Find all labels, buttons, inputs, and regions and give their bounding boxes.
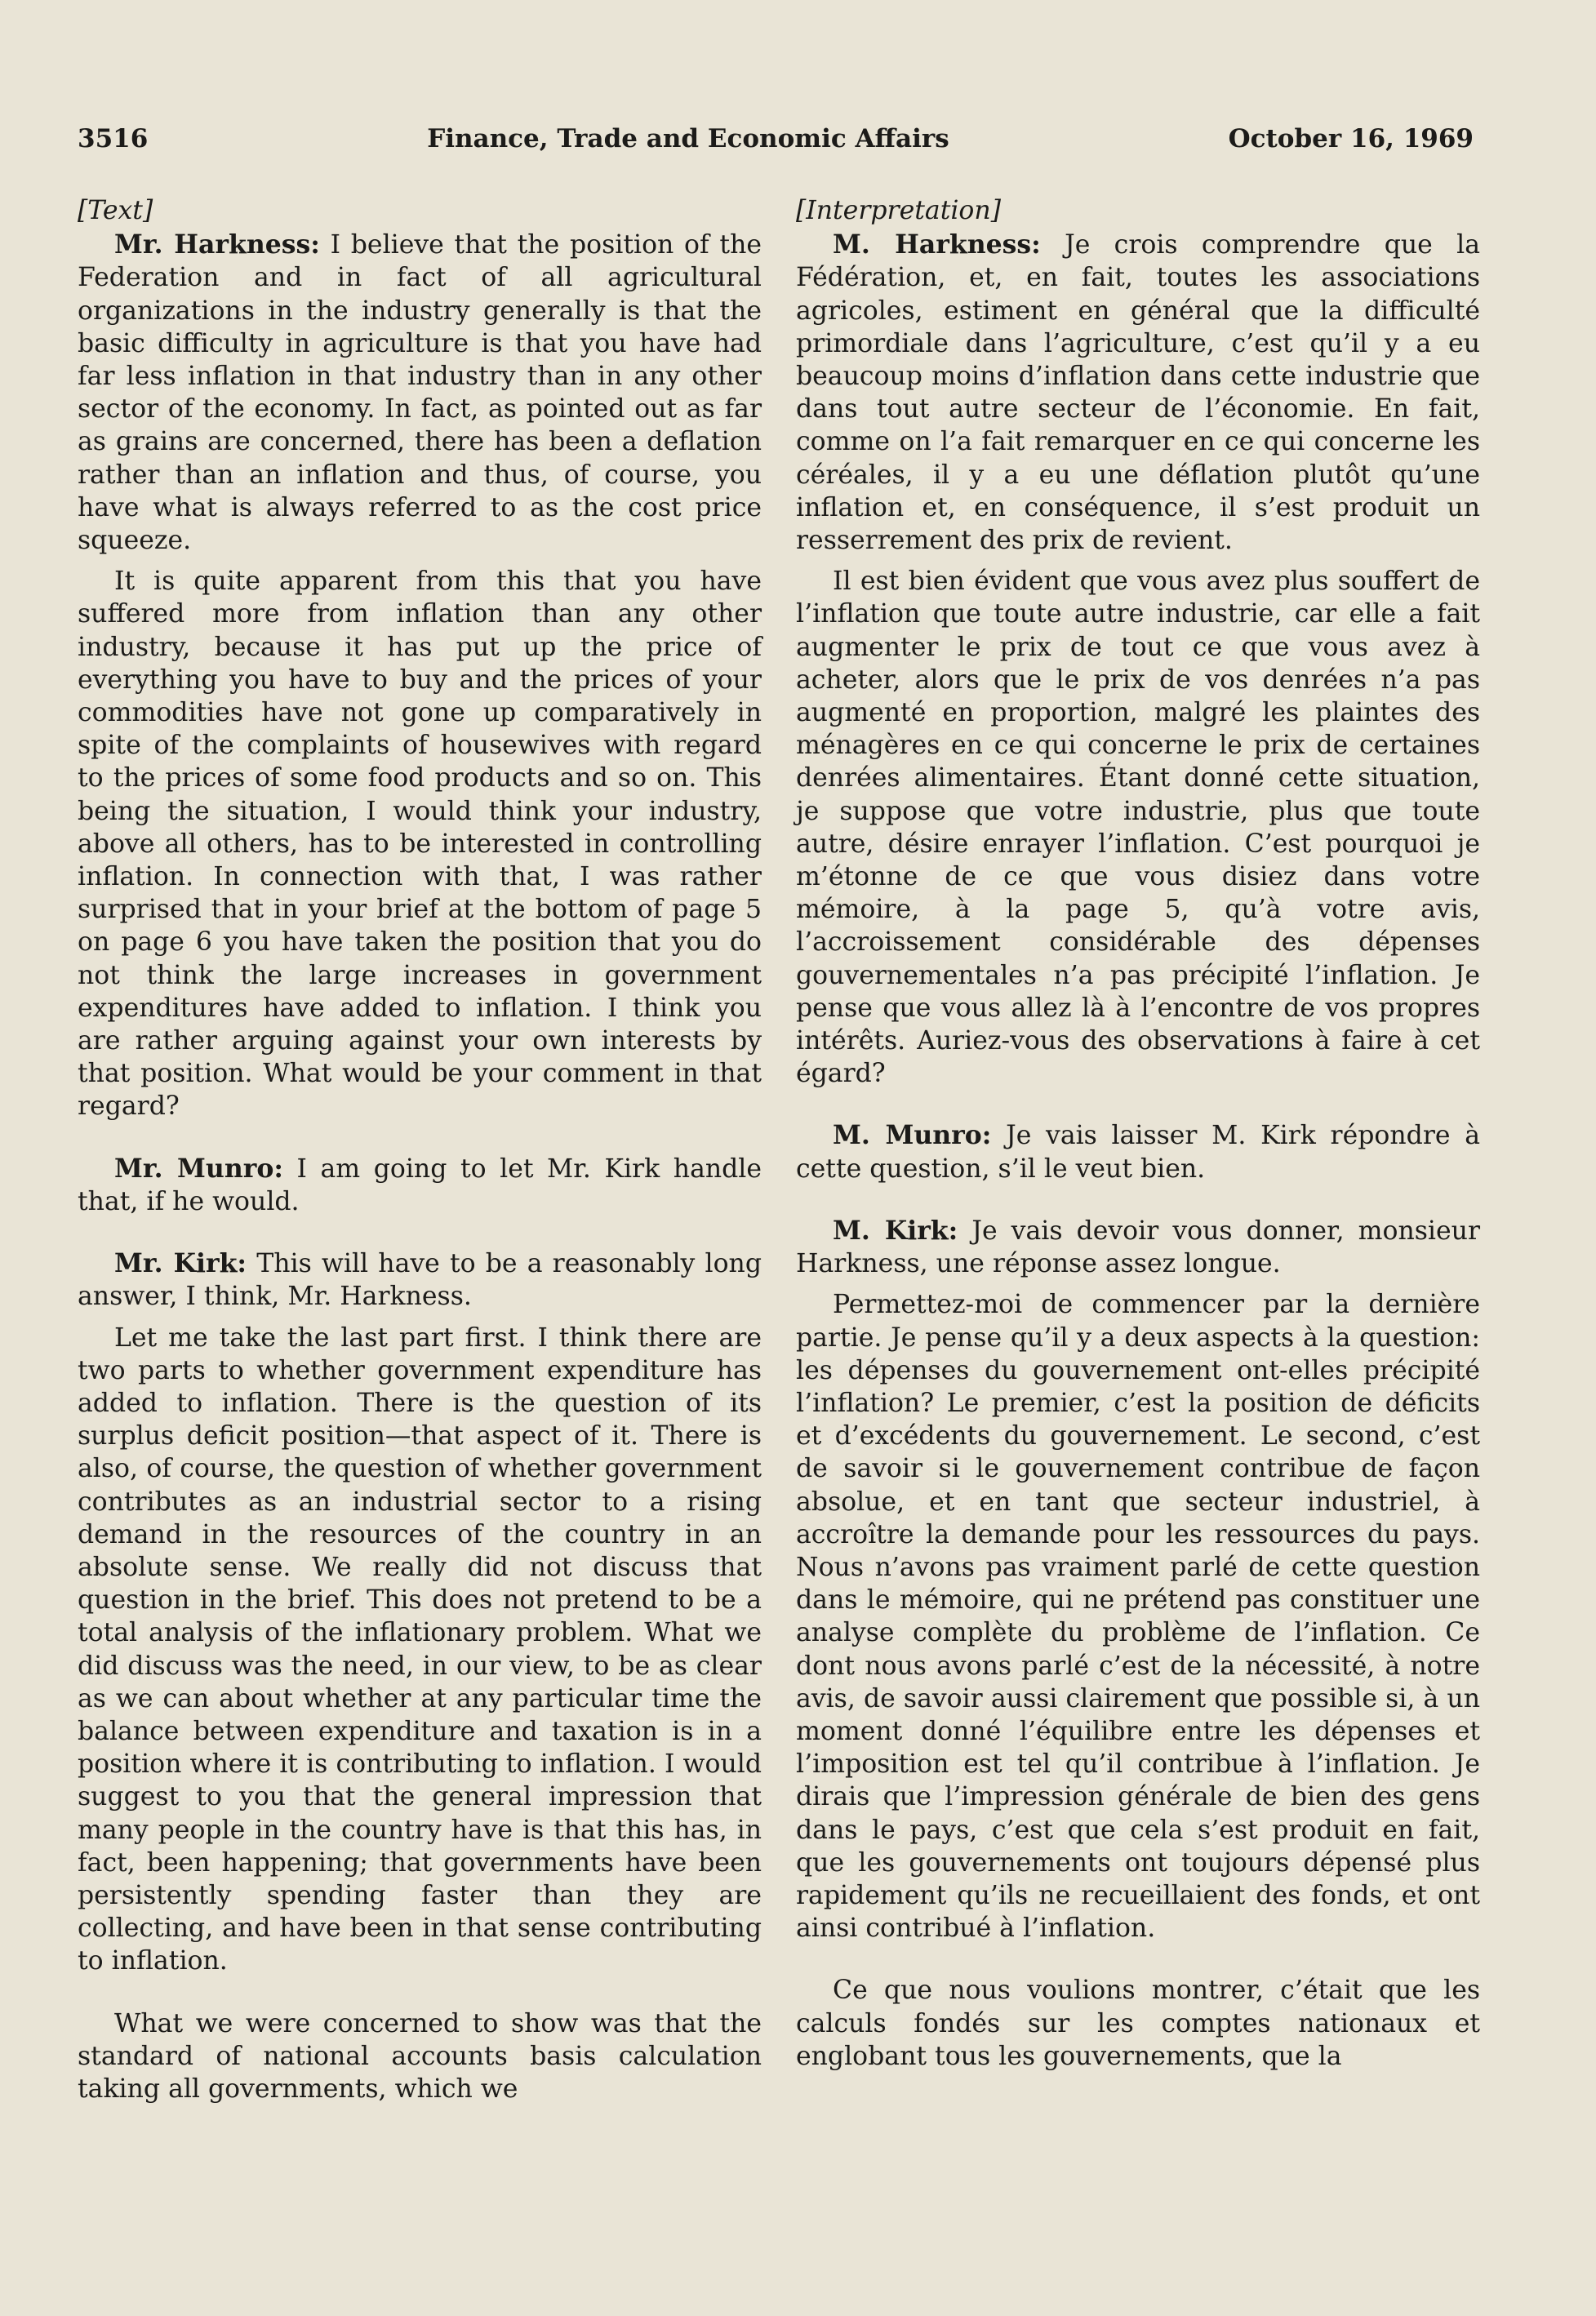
paragraph: What we were concerned to show was that the standard of national accounts basis calculation taking all governments, which we	[78, 2008, 762, 2104]
english-column	[78, 194, 762, 2105]
text-label: [Text]	[78, 196, 153, 225]
paragraph: It is quite apparent from this that you have suffered more from inflation than any other industry, because it has put up the price of everything you have to buy and the prices of your commodities have not gone up comparatively in spite of the complaints of housewives with regard to the prices of some food products and so on. This being the situation, I would think your industry, above all others, has to be interested in controlling inflation. In connection with that, I was rather surprised that in your brief at the bottom of page 5 on page 6 you have taken the position that you do not think the large increases in government expenditures have added to inflation. I think you are rather arguing against your own interests by that position. What would be your comment in that regard?	[78, 567, 762, 1122]
paragraph: Il est bien évident que vous avez plus souffert de l’inflation que toute autre industrie, car elle a fait augmenter le prix de tout ce que vous avez à acheter, alors que le prix de vos denrées n’a pas augmenté en proportion, malgré les plaintes des ménagères en ce qui concerne le prix de certaines denrées alimentaires. Étant donné cette situation, je suppose que votre industrie, plus que toute autre, désire enrayer l’inflation. C’est pourquoi je m’étonne de ce que vous disiez dans votre mémoire, à la page 5, qu’à votre avis, l’accroissement considérable des dépenses gouvernementales n’a pas précipité l’inflation. Je pense que vous allez là à l’encontre de vos propres intérêts. Auriez-vous des observations à faire à cet égard?	[796, 567, 1480, 1089]
speaker-name: M. Harkness:	[833, 229, 1041, 260]
paragraph: Let me take the last part first. I think there are two parts to whether government expenditure has added to inflation. There is the question of its surplus deficit position—that aspect of it. There is also, of course, the question of whether government contributes as an industrial sector to a rising demand in the resources of the country in an absolute sense. We really did not discuss that question in the brief. This does not pretend to be a total analysis of the inflationary problem. What we did discuss was the need, in our view, to be as clear as we can about whether at any particular time the balance between expenditure and taxation is in a position where it is contributing to inflation. I would suggest to you that the general impression that many people in the country have is that this has, in fact, been happening; that governments have been persistently spending faster than they are collecting, and have been in that sense contributing to inflation.	[78, 1322, 762, 1976]
page-number: 3516	[78, 124, 149, 153]
paragraph-harkness: M. Harkness: Je crois comprendre que la Fédération, et, en fait, toutes les associations agricoles, estiment en général que la difficulté primordiale dans l’agriculture, c’est qu’il y a eu beaucoup moins d’inflation dans cette industrie que dans tout autre secteur de l’économie. En fait, comme on l’a fait remarquer en ce qui concerne les céréales, il y a eu une déflation plutôt qu’une inflation et, en conséquence, il s’est produit un resserrement des prix de revient.	[796, 229, 1480, 556]
page-date: October 16, 1969	[1228, 124, 1474, 153]
paragraph: Permettez-moi de commencer par la dernière partie. Je pense qu’il y a deux aspects à la question: les dépenses du gouvernement ont-elles précipité l’inflation? Le premier, c’est la position de déficits et d’excédents du gouvernement. Le second, c’est de savoir si le gouvernement contribue de façon absolue, et en tant que secteur industriel, à accroître la demande pour les ressources du pays. Nous n’avons pas vraiment parlé de cette question dans le mémoire, qui ne prétend pas constituer une analyse complète du problème de l’inflation. Ce dont nous avons parlé c’est de la nécessité, à notre avis, de savoir aussi clairement que possible si, à un moment donné l’équilibre entre les dépenses et l’imposition est tel qu’il contribue à l’inflation. Je dirais que l’impression générale de bien des gens dans le pays, c’est que cela s’est produit en fait, que les gouvernements ont toujours dépensé plus rapidement qu’ils ne recueillaient des fonds, et ont ainsi contribué à l’inflation.	[796, 1290, 1480, 1944]
paragraph-munro: Mr. Munro: I am going to let Mr. Kirk handle that, if he would.	[78, 1153, 762, 1216]
speaker-name: Mr. Harkness:	[114, 229, 320, 260]
running-header	[78, 124, 1474, 153]
speaker-name: M. Munro:	[833, 1120, 992, 1151]
paragraph-kirk: M. Kirk: Je vais devoir vous donner, monsieur Harkness, une réponse assez longue.	[796, 1215, 1480, 1279]
paragraph-harkness: Mr. Harkness: I believe that the position of the Federation and in fact of all agricultural organizations in the industry generally is that the basic difficulty in agriculture is that you have had far less inflation in that industry than in any other sector of the economy. In fact, as pointed out as far as grains are concerned, there has been a deflation rather than an inflation and thus, of course, you have what is always referred to as the cost price squeeze.	[78, 229, 762, 556]
speaker-name: Mr. Kirk:	[114, 1248, 247, 1279]
interpretation-label: [Interpretation]	[796, 196, 1001, 225]
french-column	[796, 194, 1480, 2073]
paragraph-munro: M. Munro: Je vais laisser M. Kirk répondre à cette question, s’il le veut bien.	[796, 1120, 1480, 1184]
paragraph-kirk: Mr. Kirk: This will have to be a reasonably long answer, I think, Mr. Harkness.	[78, 1248, 762, 1312]
paragraph: Ce que nous voulions montrer, c’était que les calculs fondés sur les comptes nationaux et englobant tous les gouvernements, que la	[796, 1976, 1480, 2071]
running-title: Finance, Trade and Economic Affairs	[427, 124, 949, 153]
speaker-name: M. Kirk:	[833, 1215, 958, 1246]
speaker-name: Mr. Munro:	[114, 1153, 283, 1184]
